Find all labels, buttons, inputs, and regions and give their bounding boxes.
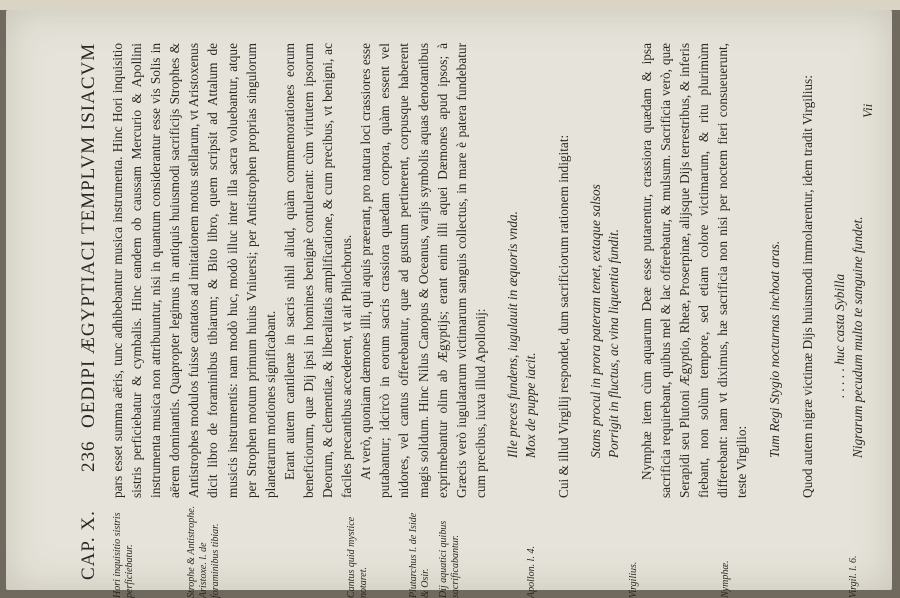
paragraph: pars esset summa aëris, tunc adhibebantur musica instrumenta. Hinc Hori inquisitio sistris perficiebatur & cymbalis. Hinc eandem ob caussam Mercurio & Apollini instrumenta musica non attribuuntur, nisi in quantum considerantur esse vis Solis in aërem dominantis. Quapropter legimus in antiquis huiusmodi sacrificijs Strophes & Antistrophes modulos fuisse cantatos ad imitationem motus stellarum, vt Aristoxenus dicit libro de foraminibus tibiarum; & Bito libro, quem scripsit ad Attalum de musicis instrumentis: nam modò huc, modò illuc inter illa sacra voluebantur, atque per Strophen motum primum huius Vniuersi; per Antistrophen proprias singulorum planetarum motiones significabant. — [110, 43, 278, 498]
paragraph: Erant autem cantilenæ in sacris nihil aliud, quàm commemorationes eorum beneficiorum, quæ Dij ipsi in homines benignè contulerant: cùm virtutem ipsorum Deorum, & clementiæ, & liberalitatis amplificatione, & cum precibus, vt benigni, ac faciles precantibus accederent, vt ait Philochorus. — [281, 43, 355, 498]
running-title: OEDIPI ÆGYPTIACI TEMPLVM ISIACVM — [78, 42, 99, 428]
body-text — [108, 43, 888, 498]
verse-line: Mox de puppe iacit. — [522, 352, 538, 458]
verse-line: . . . . . huc casta Sybilla — [831, 273, 847, 398]
verse-line: Ille preces fundens, iugulauit in æquoris vnda. — [504, 211, 520, 458]
verse-line: Nigrarum pecudum multo te sanguine fundet. — [849, 216, 865, 458]
margin-note: Apollon. l. 4. — [526, 546, 537, 598]
catchword: Vii — [860, 103, 875, 118]
verse-line: Porrigit in fluctus, ac vina liquentia fundit. — [605, 229, 621, 458]
margin-notes — [108, 504, 888, 598]
margin-note: Nymphæ. — [720, 560, 731, 598]
margin-note: Hori inquisitio sistris perficiebatur. — [112, 512, 135, 598]
paragraph: Quod autem nigræ victimæ Dijs huiusmodi immolarentur, idem tradit Virgilius: — [799, 75, 815, 498]
running-header — [72, 20, 108, 580]
margin-note: Plutarchus l. de Iside & Osir. — [408, 512, 431, 598]
margin-note: Strophe & Antistrophe. Aristoxe. l. de foraminibus tibiar. — [186, 505, 221, 598]
verse-virgil — [587, 43, 623, 498]
verse-line: Stans procul in prora pateram tenet, extaque salsos — [587, 184, 603, 458]
paragraph: Nymphæ item cùm aquarum Deæ esse putarentur, crassiora quædam & ipsa sacrificia requirebant, quibus mel & lac offerebatur, & mulsum. Sacrificia verò, quæ Serapidi seu Plutoni Ægyptio, Rheæ, Proserpinæ, alijsque Dijs terrestribus, & inferis fiebant, non solùm tempore, sed etiam colore victimarum, & ritu plurimùm differebant: nam vt diximus, hæ sacrificia non nisi per noctem fieri consueuerunt, teste Virgilio: — [638, 43, 750, 498]
margin-note: Dij aquatici quibus sacrificabantur. — [438, 520, 461, 598]
margin-note: Cantus quid mystice notaret. — [346, 516, 369, 598]
verse-apollonius — [504, 43, 540, 498]
margin-note: Virgilius. — [628, 561, 639, 598]
verse-virgil-2 — [766, 43, 784, 498]
margin-note: Virgil. l. 6. — [848, 555, 859, 598]
verse-line: Tum Regi Stygio nocturnas inchoat aras. — [766, 240, 782, 458]
paragraph: At verò, quoniam dæmones illi, qui aquis præerant, pro natura loci crassiores esse putabantur; idcircò in eorum sacris crassiora quædam corpora, quàm essent vel nidores, vel cantus offerebantur, quæ ad gustum pertinerent, corpusque haberent magis solidum. Hinc Nilus Canopus & Oceanus, varijs symbolis aquas denotantibus exprimebantur olim ab Ægyptijs; erant enim illi aquei Dæmones apud ipsos; à Græcis verò iugulatarum victimarum sanguis collectus, in mare è patera fundebatur cum precibus, iuxta illud Apollonij: — [358, 43, 488, 498]
chapter-label: CAP. X. — [78, 510, 99, 580]
page-number: 236 — [78, 440, 99, 472]
paragraph: Cui & illud Virgilij respondet, dum sacrificiorum rationem indigitat: — [555, 134, 571, 498]
